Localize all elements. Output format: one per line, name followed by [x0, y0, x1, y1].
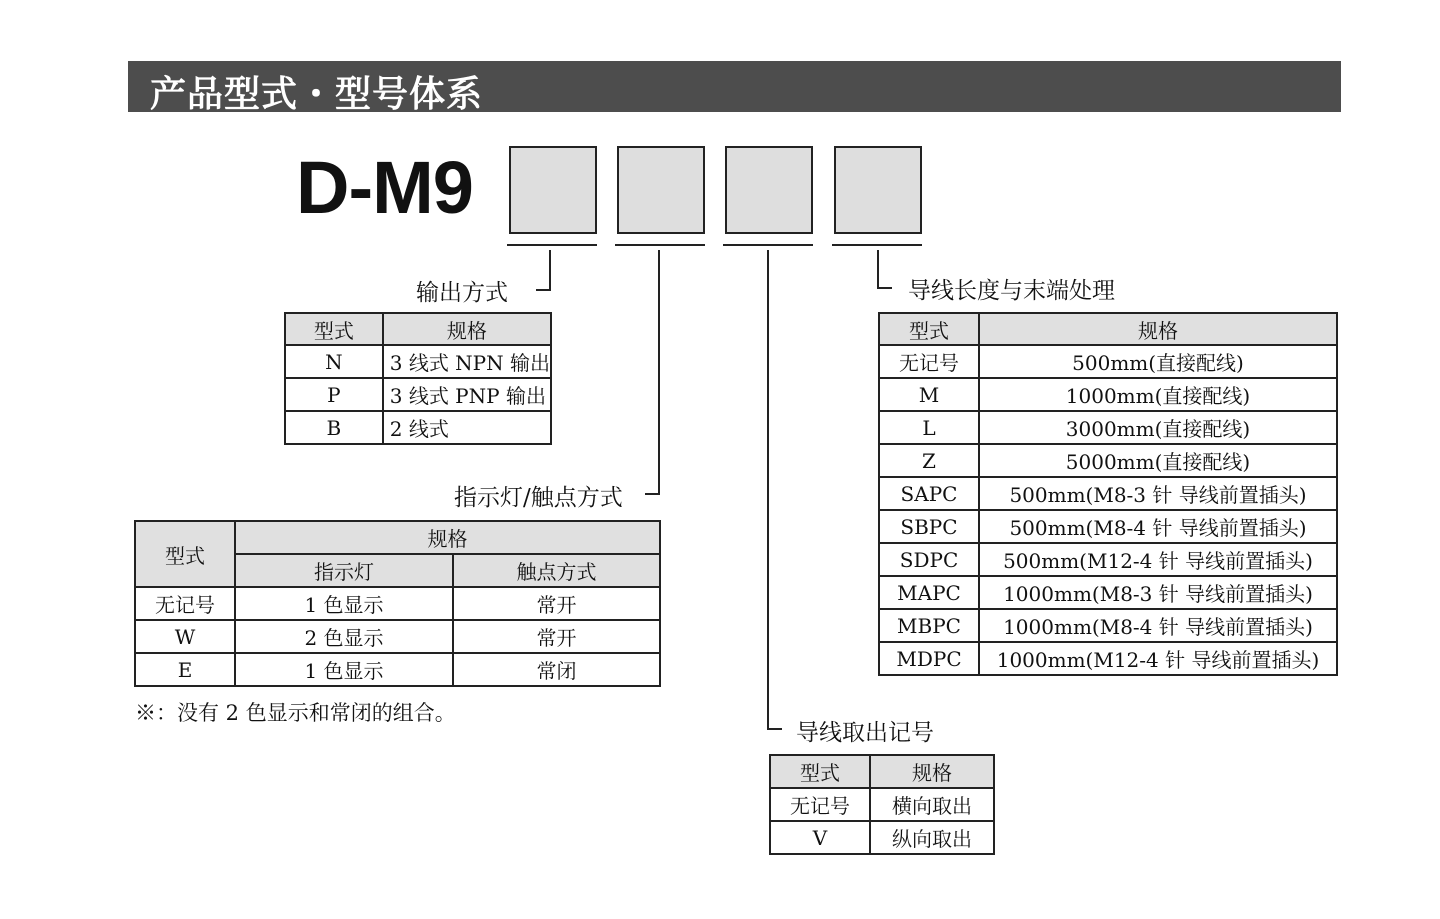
- table-row: [879, 543, 1337, 576]
- output-type-label: 输出方式: [416, 280, 508, 306]
- lead-length-label: 导线长度与末端处理: [908, 278, 1115, 304]
- column-header: 规格: [979, 313, 1337, 345]
- type-cell: SAPC: [879, 477, 979, 510]
- table-row: [285, 345, 551, 378]
- column-header: 型式: [770, 755, 870, 788]
- type-cell: 无记号: [135, 587, 235, 620]
- spec-cell: 2 线式: [383, 411, 551, 444]
- type-cell: M: [879, 378, 979, 411]
- type-cell: P: [285, 378, 383, 411]
- output-type-table: [284, 312, 552, 445]
- lamp-cell: 2 色显示: [235, 620, 453, 653]
- column-header: 型式: [285, 313, 383, 345]
- type-cell: SBPC: [879, 510, 979, 543]
- table-row: [879, 477, 1337, 510]
- column-header: 型式: [879, 313, 979, 345]
- column-header: 型式: [135, 521, 235, 587]
- table-row: [285, 411, 551, 444]
- table-row: [135, 587, 660, 620]
- table-row: [879, 576, 1337, 609]
- table-row: [770, 788, 994, 821]
- spec-cell: 500mm(M12-4 针 导线前置插头): [979, 543, 1337, 576]
- entry-label: 导线取出记号: [796, 720, 934, 746]
- table-row: [135, 653, 660, 686]
- spec-cell: 纵向取出: [870, 821, 994, 854]
- spec-cell: 1000mm(直接配线): [979, 378, 1337, 411]
- column-header: 触点方式: [453, 554, 660, 587]
- type-cell: MDPC: [879, 642, 979, 675]
- column-header: 指示灯: [235, 554, 453, 587]
- contact-cell: 常开: [453, 620, 660, 653]
- table-row: [135, 620, 660, 653]
- spec-cell: 3000mm(直接配线): [979, 411, 1337, 444]
- type-cell: Z: [879, 444, 979, 477]
- type-cell: SDPC: [879, 543, 979, 576]
- lead-length-table: [878, 312, 1338, 676]
- spec-cell: 500mm(M8-3 针 导线前置插头): [979, 477, 1337, 510]
- spec-cell: 1000mm(M8-3 针 导线前置插头): [979, 576, 1337, 609]
- table-row: [879, 378, 1337, 411]
- indicator-label: 指示灯/触点方式: [454, 485, 623, 511]
- spec-cell: 500mm(M8-4 针 导线前置插头): [979, 510, 1337, 543]
- type-cell: MBPC: [879, 609, 979, 642]
- combination-note: ※：没有 2 色显示和常闭的组合。: [135, 701, 456, 725]
- model-code-prefix: D-M9: [296, 146, 473, 229]
- type-cell: B: [285, 411, 383, 444]
- type-cell: E: [135, 653, 235, 686]
- type-cell: N: [285, 345, 383, 378]
- spec-cell: 3 线式 PNP 输出: [383, 378, 551, 411]
- table-row: [879, 642, 1337, 675]
- table-row: [879, 345, 1337, 378]
- column-header: 规格: [870, 755, 994, 788]
- contact-cell: 常闭: [453, 653, 660, 686]
- column-header: 规格: [235, 521, 660, 554]
- spec-cell: 500mm(直接配线): [979, 345, 1337, 378]
- spec-cell: 横向取出: [870, 788, 994, 821]
- type-cell: L: [879, 411, 979, 444]
- lamp-cell: 1 色显示: [235, 653, 453, 686]
- type-cell: 无记号: [770, 788, 870, 821]
- table-row: [285, 378, 551, 411]
- spec-cell: 1000mm(M12-4 针 导线前置插头): [979, 642, 1337, 675]
- table-row: [879, 411, 1337, 444]
- spec-cell: 1000mm(M8-4 针 导线前置插头): [979, 609, 1337, 642]
- type-cell: MAPC: [879, 576, 979, 609]
- column-header: 规格: [383, 313, 551, 345]
- lamp-cell: 1 色显示: [235, 587, 453, 620]
- table-row: [879, 510, 1337, 543]
- type-cell: 无记号: [879, 345, 979, 378]
- table-row: [879, 444, 1337, 477]
- type-cell: W: [135, 620, 235, 653]
- page-title: 产品型式・型号体系: [150, 74, 484, 115]
- contact-cell: 常开: [453, 587, 660, 620]
- type-cell: V: [770, 821, 870, 854]
- entry-table: [769, 754, 995, 855]
- spec-cell: 5000mm(直接配线): [979, 444, 1337, 477]
- table-row: [879, 609, 1337, 642]
- indicator-table: [134, 520, 661, 687]
- table-row: [770, 821, 994, 854]
- spec-cell: 3 线式 NPN 输出: [383, 345, 551, 378]
